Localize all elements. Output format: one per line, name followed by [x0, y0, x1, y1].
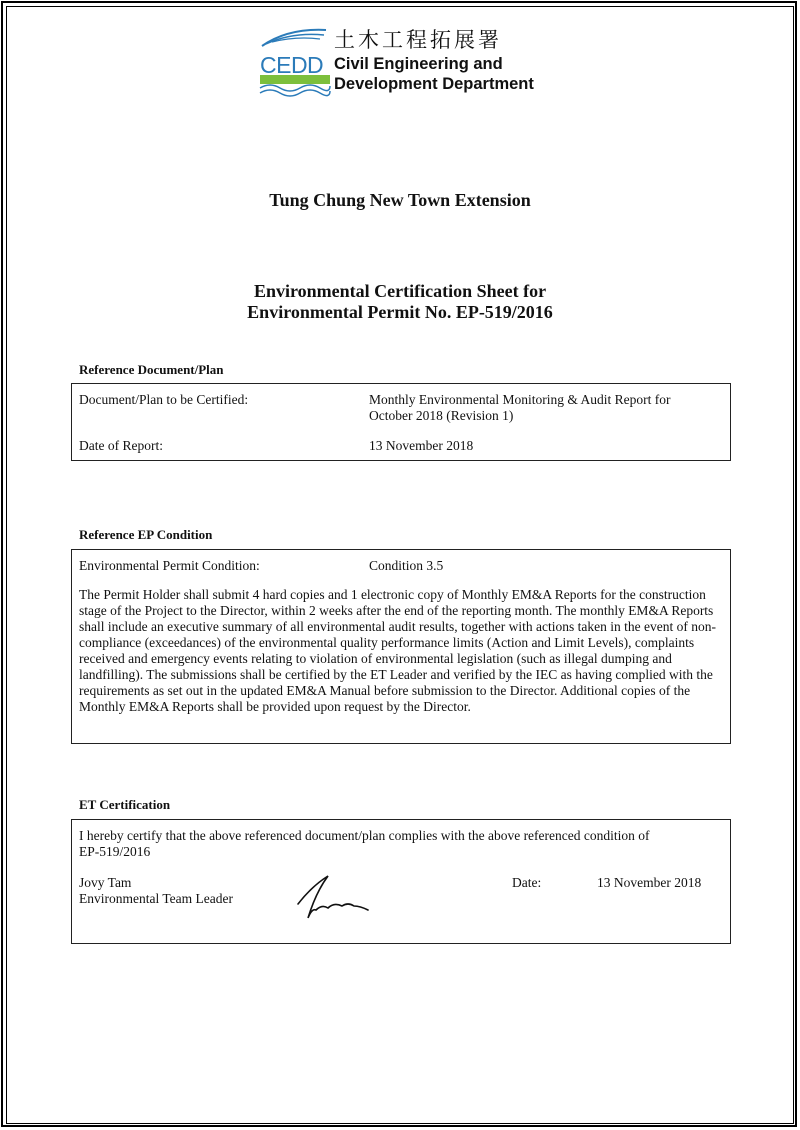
et-certification-heading: ET Certification	[79, 797, 171, 812]
logo-english-name-line2: Development Department	[334, 75, 534, 93]
date-label: Date:	[512, 875, 542, 890]
ep-condition-text: The Permit Holder shall submit 4 hard copies and 1 electronic copy of Monthly EM&A Reports for the construction stage of the Project to the Director, within 2 weeks after the end of the reporting month. The monthly EM&A Reports shall include an executive summary of all environmental audit results, together with actions taken in the event of non-compliance (exceedances) of the environmental quality performance limits (Action and Limit Levels), complaints received and emergency events relating to violation of environmental legislation (such as illegal dumping and landfilling). The submissions shall be certified by the ET Leader and verified by the IEC as having complied with the requirements as set out in the updated EM&A Manual before submission to the Director. Additional copies of the Monthly EM&A Reports shall be provided upon request by the Director.	[79, 587, 716, 714]
date-of-report-value: 13 November 2018	[369, 438, 474, 453]
sheet-title-line1: Environmental Certification Sheet for	[253, 281, 547, 301]
certification-statement-line2: EP-519/2016	[79, 844, 151, 859]
ep-condition-label: Environmental Permit Condition:	[79, 558, 260, 573]
signature-icon	[294, 872, 384, 922]
signatory-name: Jovy Tam	[79, 875, 132, 890]
sheet-title-line2: Environmental Permit No. EP-519/2016	[247, 302, 553, 322]
cedd-logo	[258, 22, 548, 97]
reference-ep-condition-box	[71, 549, 731, 744]
logo-acronym: CEDD	[260, 52, 324, 78]
et-certification-box	[71, 819, 731, 944]
document-value	[369, 392, 719, 424]
document-value-line1: Monthly Environmental Monitoring & Audit Report for	[369, 392, 671, 407]
sheet-title	[0, 281, 800, 323]
document-label: Document/Plan to be Certified:	[79, 392, 249, 407]
logo-english-name-line1: Civil Engineering and	[334, 55, 503, 73]
logo-chinese-name: 土木工程拓展署	[334, 28, 502, 52]
reference-document-heading: Reference Document/Plan	[79, 362, 224, 377]
project-title: Tung Chung New Town Extension	[269, 190, 531, 210]
document-value-line2: October 2018 (Revision 1)	[369, 408, 514, 423]
date-value: 13 November 2018	[597, 875, 702, 890]
reference-document-box	[71, 383, 731, 461]
signatory-block	[79, 875, 233, 907]
ep-condition-value: Condition 3.5	[369, 558, 444, 573]
certification-statement	[79, 828, 724, 860]
signatory-title: Environmental Team Leader	[79, 891, 233, 906]
reference-ep-condition-heading: Reference EP Condition	[79, 527, 213, 542]
date-of-report-label: Date of Report:	[79, 438, 163, 453]
certification-statement-line1: I hereby certify that the above referenced document/plan complies with the above referenced condition of	[79, 828, 650, 843]
